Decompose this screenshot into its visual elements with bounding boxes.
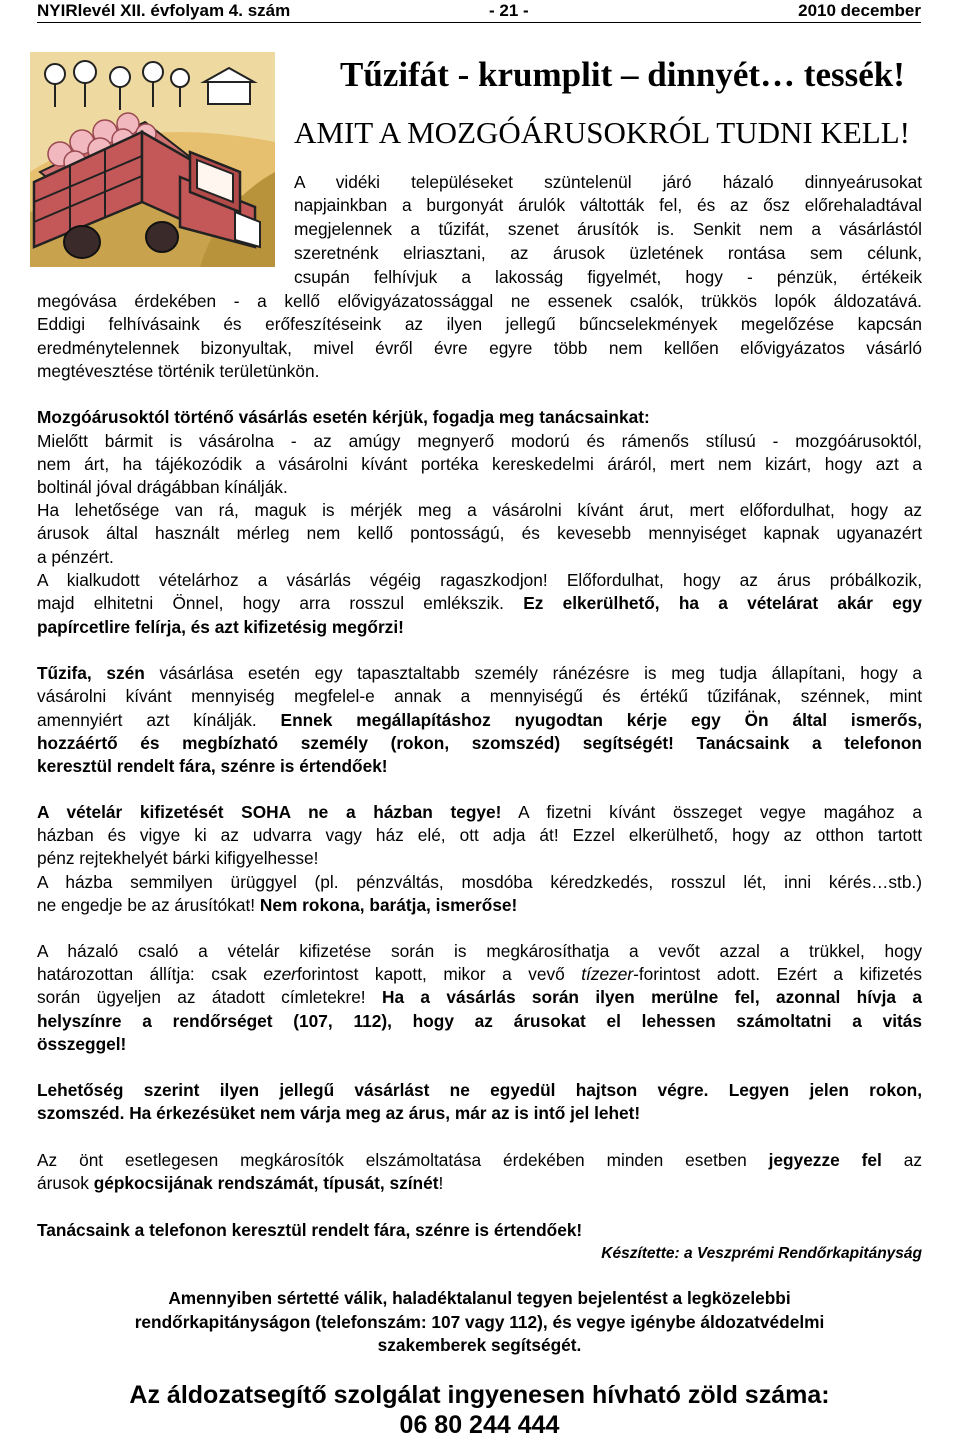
intro-line: megjelennek a tűzifát, szenet árusítók is. Senkit nem a vásárlástól <box>294 219 922 239</box>
article-subtitle: AMIT A MOZGÓÁRUSOKRÓL TUDNI KELL! <box>294 115 910 150</box>
advice-emphasis-line: papírcetlire felírja, és azt kifizetésig megőrzi! <box>37 617 404 637</box>
change-text: határozottan állítja: csak <box>37 964 264 984</box>
firewood-text: amennyiért azt kínálják. <box>37 710 257 730</box>
hotline-label: Az áldozatsegítő szolgálat ingyenesen hívható zöld száma: <box>129 1381 830 1409</box>
payment-emphasis: Nem rokona, barátja, ismerőse! <box>259 895 518 915</box>
firewood-line: vásárolni kívánt mennyiség megfelel-e annak a mennyiségű és értékű tűzifának, szénnek, mint <box>37 686 922 706</box>
firewood-emphasis-line: hozzáértő és megbízható személy (rokon, szomszéd) segítségét! Tanácsaink a telefonon <box>37 733 922 753</box>
change-emphasis-line: összeggel! <box>37 1034 127 1054</box>
firewood-text: vásárlása esetén egy tapasztaltabb személy ránézésre is meg tudja állapítani, hogy a <box>144 663 922 683</box>
advice-line: boltinál jóval drágábban kínálják. <box>37 477 288 497</box>
firewood-keyword: Tűzifa, szén <box>37 663 145 683</box>
change-emphasis-line: helyszínre a rendőrséget (107, 112), hogy az árusokat el lehessen számoltatni a vitás <box>37 1011 922 1031</box>
change-line <box>37 963 922 986</box>
plate-line <box>37 1149 922 1172</box>
change-text: -forintost adott. Ezért a kifizetés <box>633 964 922 984</box>
payment-line: A házba semmilyen ürüggyel (pl. pénzváltás, mosdóba kéredzkedés, rosszul lét, inni kérés…stb.) <box>37 872 922 892</box>
advice-line: a pénzért. <box>37 547 114 567</box>
firewood-emphasis-line: keresztül rendelt fára, szénre is értendőek! <box>37 756 388 776</box>
advice-heading: Mozgóárusoktól történő vásárlás esetén kérjük, fogadja meg tanácsainkat: <box>37 407 650 427</box>
payment-line: pénz rejtekhelyét bárki kifigyelhesse! <box>37 848 319 868</box>
payment-line: házban és vigye ki az udvarra vagy ház elé, ott adja át! Ezzel elkerülhető, hogy az otthon tartott <box>37 825 922 845</box>
change-text: forintost kapott, mikor a vevő <box>296 964 582 984</box>
advice-line: Ha lehetősége van rá, maguk is mérjék meg a vásárolni kívánt árut, mert előfordulhat, hogy az <box>37 500 922 520</box>
change-italic: tízezer <box>581 964 634 984</box>
advice-emphasis: Ez elkerülhető, ha a vételárat akár egy <box>523 593 922 613</box>
plate-text: az <box>903 1150 922 1170</box>
truck-with-potatoes-icon <box>30 52 275 267</box>
closing-repeat: Tanácsaink a telefonon keresztül rendelt fára, szénre is értendőek! <box>37 1220 583 1240</box>
plate-emphasis: gépkocsijának rendszámát, típusát, színét <box>93 1173 439 1193</box>
notice-line: szakemberek segítségét. <box>377 1335 582 1355</box>
header-page-number: - 21 - <box>489 1 529 20</box>
firewood-emphasis: Ennek megállapításhoz nyugodtan kérje egy Ön által ismerős, <box>280 710 922 730</box>
hotline-number: 06 80 244 444 <box>399 1411 560 1439</box>
payment-text: A fizetni kívánt összeget vegye magához a <box>518 802 922 822</box>
alone-line: szomszéd. Ha érkezésüket nem várja meg az árus, már az is intő jel lehet! <box>37 1103 641 1123</box>
advice-line: árusok által használt mérleg nem kellő pontosságú, és kevesebb mennyiséget kapnak ugyanazért <box>37 523 922 543</box>
notice-line: Amennyiben sértetté válik, haladéktalanul tegyen bejelentést a legközelebbi <box>168 1288 791 1308</box>
payment-line <box>37 894 922 917</box>
advice-line: A kialkudott vételárhoz a vásárlás végéig ragaszkodjon! Előfordulhat, hogy az árus próbálkozik, <box>37 570 922 590</box>
payment-line <box>37 801 922 824</box>
notice-line: rendőrkapitányságon (telefonszám: 107 vagy 112), és vegye igénybe áldozatvédelmi <box>134 1312 825 1332</box>
firewood-line <box>37 709 922 732</box>
advice-line: Mielőtt bármit is vásárolna - az amúgy megnyerő modorú és rámenős stílusú - mozgóárusoktól, <box>37 431 922 451</box>
intro-line: eredménytelennek bizonyultak, mivel évről évre egyre több nem kellően elővigyázatos vásárló <box>37 338 922 358</box>
article-title: Tűzifát - krumplit – dinnyét… tessék! <box>340 55 905 94</box>
advice-line: nem árt, ha tájékozódik a vásárolni kívánt portéka kereskedelmi áráról, mert nem kizárt, hogy azt a <box>37 454 922 474</box>
intro-line: megtévesztése történik területünkön. <box>37 361 320 381</box>
page-header <box>37 0 921 23</box>
intro-line: megóvása érdekében - a kellő elővigyázatossággal ne essenek csalók, trükkös lopók áldozatává. <box>37 291 922 311</box>
firewood-line <box>37 662 922 685</box>
header-date: 2010 december <box>798 1 921 20</box>
intro-line: Eddigi felhívásaink és erőfeszítéseink az ilyen jellegű bűncselekmények megelőzése kapcsán <box>37 314 922 334</box>
advice-text: majd elhitetni Önnel, hogy arra rosszul emlékszik. <box>37 593 504 613</box>
plate-text: árusok <box>37 1173 89 1193</box>
plate-emphasis: jegyezze fel <box>768 1150 882 1170</box>
change-line <box>37 986 922 1009</box>
plate-text: Az önt esetlegesen megkárosítók elszámoltatása érdekében minden esetben <box>37 1150 747 1170</box>
change-italic: ezer <box>263 964 297 984</box>
signature: Készítette: a Veszprémi Rendőrkapitányság <box>601 1245 922 1262</box>
change-emphasis: Ha a vásárlás során ilyen merülne fel, azonnal hívja a <box>381 987 922 1007</box>
plate-text: ! <box>438 1173 444 1193</box>
intro-line: napjainkban a burgonyát árulók váltották fel, és az ősz előrehaladtával <box>294 195 922 215</box>
intro-line: A vidéki településeket szüntelenül járó házaló dinnyeárusokat <box>294 172 922 192</box>
plate-line <box>37 1172 922 1195</box>
advice-line <box>37 592 922 615</box>
change-line: A házaló csaló a vételár kifizetése során is megkárosíthatja a vevőt azzal a trükkel, hogy <box>37 941 922 961</box>
intro-line: szeretnénk elriasztani, az árusok üzletének rontása sem célunk, <box>294 243 922 263</box>
alone-line: Lehetőség szerint ilyen jellegű vásárlást ne egyedül hajtson végre. Legyen jelen rokon, <box>37 1080 922 1100</box>
change-text: során ügyeljen az átadott címletekre! <box>37 987 366 1007</box>
payment-emphasis: A vételár kifizetését SOHA ne a házban tegye! <box>37 802 502 822</box>
payment-text: ne engedje be az árusítókat! <box>37 895 256 915</box>
header-issue: NYIRlevél XII. évfolyam 4. szám <box>37 1 291 20</box>
intro-line: csupán felhívjuk a lakosság figyelmét, hogy - pénzük, értékeik <box>294 267 922 287</box>
